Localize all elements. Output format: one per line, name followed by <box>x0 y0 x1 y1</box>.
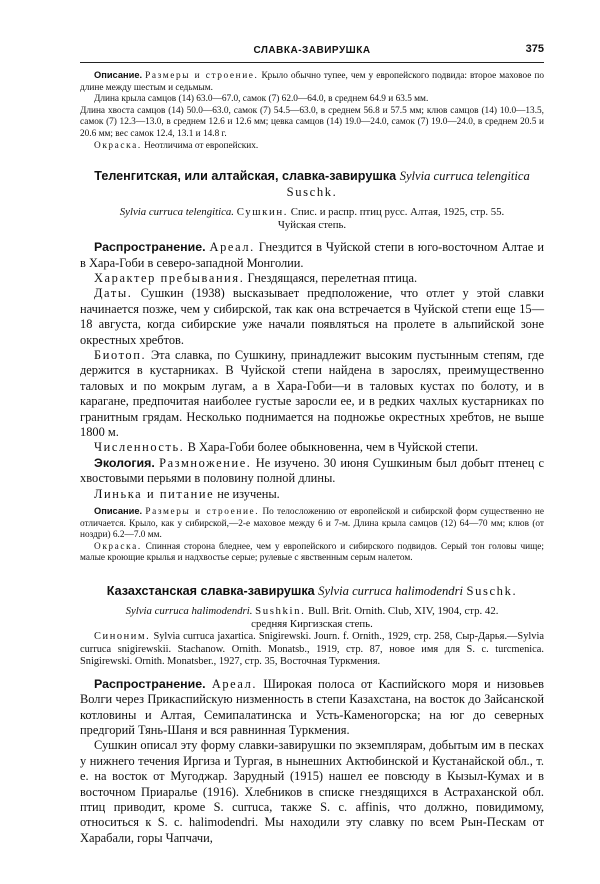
top-wing-length: Длина крыла самцов (14) 63.0—67.0, самок (7) 62.0—64.0, в среднем 64.9 и 63.5 мм. <box>94 94 429 105</box>
s1-reference: Sylvia curruca telengitica. Сушкин. Спис. и распр. птиц русс. Алтая, 1925, стр. 55. Чуйская степь. <box>119 206 505 232</box>
s1-description: Описание. Размеры и строение. По телосложению от европейской и сибирской форм существенно не отличается. Крыло, как у сибирской,—2-е маховое между 6 и 7-м. Длина крыла самцов (12) 64—70 мм; клюв (от ноздри) 6.2—7.0 мм. <box>80 506 545 541</box>
top-coloration: Окраска. Неотличима от европейских. <box>94 140 259 151</box>
s1-residency: Характер пребывания. Гнездящаяся, перелетная птица. <box>94 270 418 285</box>
s1-dates: Даты. Сушкин (1938) высказывает предположение, что отлет у этой славки начинается позже, чем у сибирской, так как она встречается в Чуйской степи еще 15—18 августа, когда сибирские уже начали появляться на пролете в альпийской зоне окрестных хребтов. <box>80 286 544 347</box>
s1-abundance: Численность. В Хара-Гоби более обыкновенна, чем в Чуйской степи. <box>94 440 479 455</box>
s2-synonyms: Синоним. Sylvia curruca jaxartica. Snigirewski. Journ. f. Ornith., 1929, стр. 258, Сыр-Дарья.—Sylvia curruca snigirewskii. Stachanow. Ornith. Monatsb., 1919, стр. 87, новое имя для S. c. turcmenica. Snigirewski. Ornith. Monatsber., 1927, стр. 35, Восточная Туркмения. <box>80 631 544 668</box>
section-heading-halimodendri: Казахстанская славка-завирушка Sylvia curruca halimodendri Suschk. <box>106 584 518 599</box>
page-number: 375 <box>525 43 544 55</box>
section-heading-telengitica: Теленгитская, или алтайская, славка-завирушка Sylvia curruca telengitica Suschk. <box>94 169 530 200</box>
s1-ecology: Экология. Размножение. Не изучено. 30 июня Сушкиным был добыт птенец с хвостовыми перьями в половину полной длины. <box>80 455 544 486</box>
page-body <box>80 70 544 846</box>
s1-coloration: Окраска. Спинная сторона бледнее, чем у европейского и сибирского подвидов. Серый тон головы чище; малые кроющие крылья и надхвостье серые; рулевые с явственным серым налетом. <box>80 541 545 564</box>
s2-reference: Sylvia curruca halimodendri. Sushkin. Bull. Brit. Ornith. Club, XIV, 1904, стр. 42. средняя Киргизская степь. <box>125 605 499 631</box>
running-title: СЛАВКА-ЗАВИРУШКА <box>253 45 371 56</box>
top-description: Описание. Размеры и строение. Крыло обычно тупее, чем у европейского подвида: второе маховое по длине между шестым и седьмым. <box>80 70 544 93</box>
s1-biotope: Биотоп. Эта славка, по Сушкину, принадлежит высоким пустынным степям, где держится в кустарниках. В Чуйской степи найдена в зарослях, преимущественно таловых и по мокрым лугам, а в Хара-Гоби—и в таловых кустах по болоту, и в карагане, предпочитая наиболее густые заросли ее, и в редких чахлых кустарниках по гранитным грядам. Несколько поднимается на подножье окрестных хребтов, не выше 1800 м. <box>80 348 544 440</box>
top-measurements: Длина хвоста самцов (14) 50.0—63.0, самок (7) 54.5—63.0, в среднем 56.8 и 57.5 мм; клюв самцов (14) 10.0—13.5, самок (7) 12.3—13.0, в среднем 12.6 и 12.6 мм; цевка самцов (14) 19.0—24.0, самок (7) 19.0—24.0, в среднем 20.5 и 20.6 мм; вес самок 12.4, 13.1 и 14.8 г. <box>80 105 544 139</box>
s1-distribution: Распространение. Ареал. Гнездится в Чуйской степи в юго-восточном Алтае и в Хара-Гоби в северо-западной Монголии. <box>80 240 544 270</box>
s2-sushkin-paragraph: Сушкин описал эту форму славки-завирушки по экземплярам, добытым им в песках у нижнего течения Иргиза и Тургая, в нынешних Актюбинской и Кустанайской обл., т. е. на восток от Мугоджар. Зарудный (1915) нашел ее повсюду в Кызыл-Кумах и в восточном Приаралье (1916). Хлебников в списке гнездящихся в Астраханской обл. птиц приводит, кроме S. curruca, также S. c. affinis, что должно, повидимому, относиться к S. c. halimodendri. Мы находили эту славку по всем Рын-Пескам от Харабали, горы Чапчачи, <box>80 738 544 845</box>
s1-molt: Линька и питание не изучены. <box>94 486 280 501</box>
running-header <box>80 40 544 63</box>
s2-distribution: Распространение. Ареал. Широкая полоса от Каспийского моря и низовьев Волги через Прикаспийскую низменность в степи Казахстана, на восток до Зайсанской котловины и Алтая, Семипалатинска и Усть-Каменогорска; на юг до северных предгорий Тянь-Шаня и вся равнинная Туркмения. <box>80 676 544 738</box>
